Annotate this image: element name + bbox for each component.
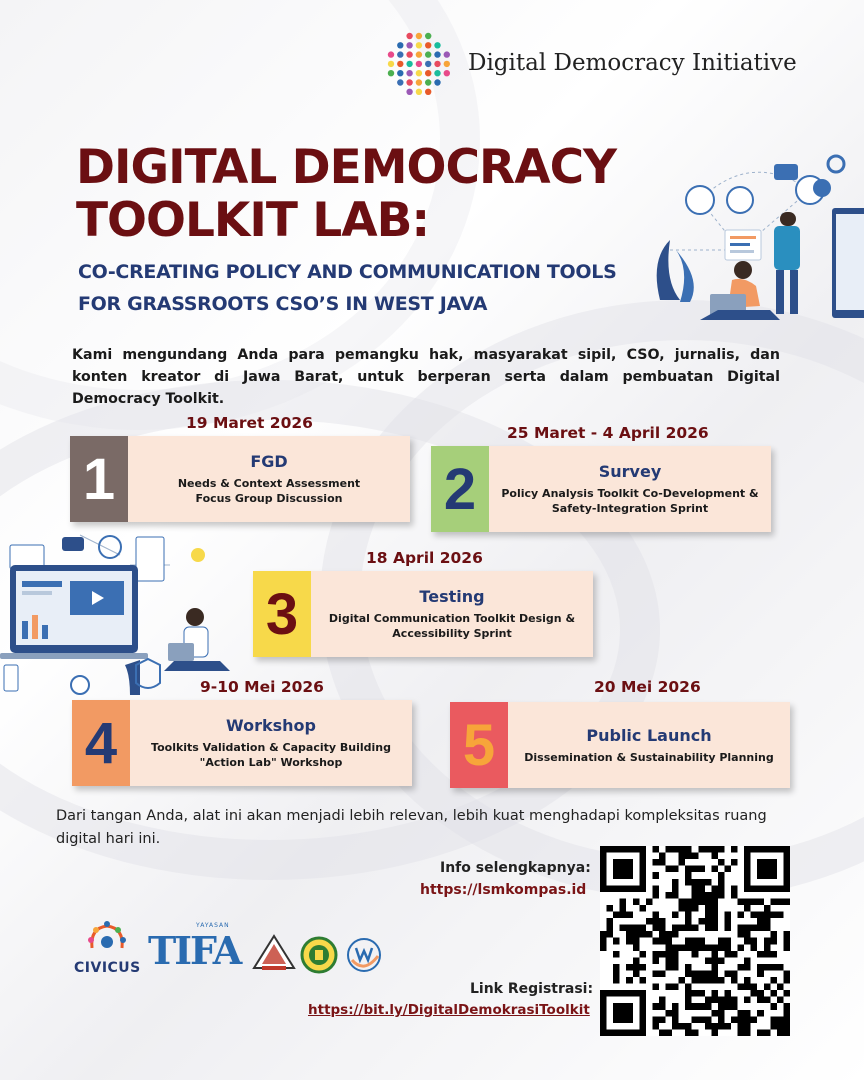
- step-card-4: [72, 700, 412, 786]
- step-card-1: [70, 436, 410, 522]
- subtitle-line-1: CO-CREATING POLICY AND COMMUNICATION TOOLS: [78, 261, 617, 283]
- step-desc-line-1: Dissemination & Sustainability Planning: [524, 750, 774, 764]
- org-name: Digital Democracy Initiative: [468, 50, 797, 76]
- ddi-logo-icon: [385, 30, 453, 98]
- step-desc-line-2: Focus Group Discussion: [195, 492, 343, 505]
- step-title: Testing: [419, 587, 485, 606]
- step-title: FGD: [250, 452, 288, 471]
- step-card-3: [253, 571, 593, 657]
- step-content: [311, 571, 593, 657]
- step-content: [128, 436, 410, 522]
- step-content: [489, 446, 771, 532]
- civicus-logo-text: CIVICUS: [74, 960, 141, 976]
- w-logo-icon: [344, 936, 384, 974]
- registration-label: Link Registrasi:: [470, 981, 594, 997]
- step-date: 20 Mei 2026: [594, 678, 701, 696]
- info-link[interactable]: https://lsmkompas.id: [420, 882, 587, 898]
- tifa-logo-text: TIFA: [148, 928, 241, 973]
- step-number: 3: [253, 571, 311, 657]
- title-line-2: TOOLKIT LAB:: [76, 193, 430, 248]
- university-logo-icon: [300, 936, 338, 974]
- step-desc-line-1: Policy Analysis Toolkit Co-Development &: [501, 487, 759, 500]
- qr-code-icon: [600, 846, 790, 1036]
- registration-link[interactable]: https://bit.ly/DigitalDemokrasiToolkit: [308, 1002, 590, 1018]
- civicus-logo-icon: [86, 918, 128, 956]
- step-date: 19 Maret 2026: [186, 414, 313, 432]
- info-label: Info selengkapnya:: [440, 860, 591, 876]
- step-content: [508, 702, 790, 788]
- step-desc-line-1: Needs & Context Assessment: [177, 477, 361, 490]
- step-content: [130, 700, 412, 786]
- step-date: 25 Maret - 4 April 2026: [507, 424, 709, 442]
- step-title: Survey: [598, 462, 662, 481]
- step-number: 1: [70, 436, 128, 522]
- step-number: 4: [72, 700, 130, 786]
- step-date: 9-10 Mei 2026: [200, 678, 324, 696]
- step-number: 2: [431, 446, 489, 532]
- step-desc-line-1: Digital Communication Toolkit Design &: [328, 612, 576, 625]
- step-card-2: [431, 446, 771, 532]
- step-number: 5: [450, 702, 508, 788]
- subtitle-line-2: FOR GRASSROOTS CSO’S IN WEST JAVA: [78, 293, 488, 315]
- step-title: Public Launch: [586, 725, 712, 745]
- intro-text: Kami mengundang Anda para pemangku hak, masyarakat sipil, CSO, jurnalis, dan konten kreator di Jawa Barat, untuk berperan serta dalam pembuatan Digital Democracy Toolkit.: [72, 347, 780, 407]
- outro-text: Dari tangan Anda, alat ini akan menjadi lebih relevan, lebih kuat menghadapi kompleksitas ruang digital hari ini.: [56, 808, 767, 847]
- title-line-1: DIGITAL DEMOCRACY: [76, 140, 617, 195]
- step-desc-line-1: Toolkits Validation & Capacity Building: [151, 741, 391, 754]
- step-card-5: [450, 702, 790, 788]
- tifa-logo-subtext: YAYASAN: [196, 922, 230, 929]
- kompas-logo-icon: [252, 934, 296, 972]
- people-network-illustration: [640, 130, 864, 340]
- step-desc-line-2: Accessibility Sprint: [392, 627, 512, 640]
- step-desc-line-2: Safety-Integration Sprint: [551, 502, 709, 515]
- step-title: Workshop: [226, 716, 316, 735]
- step-desc-line-2: "Action Lab" Workshop: [199, 756, 343, 769]
- step-date: 18 April 2026: [366, 549, 483, 567]
